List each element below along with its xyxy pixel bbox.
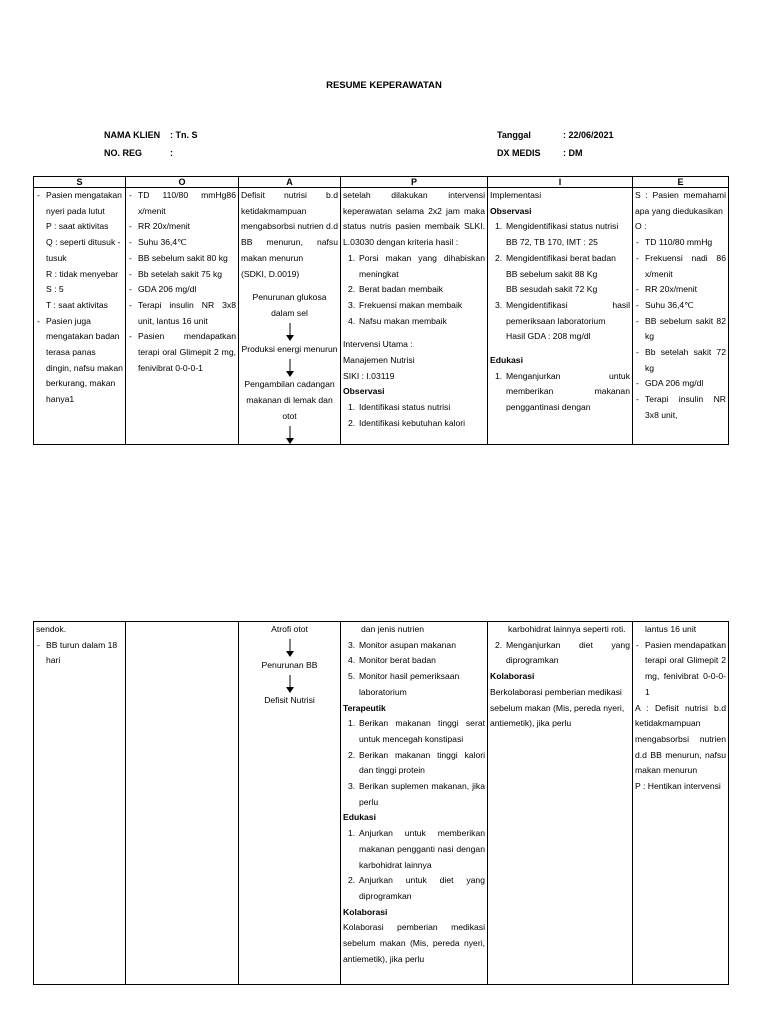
i-observasi-heading: Observasi xyxy=(490,205,532,216)
a-flow-step: Produksi energi menurun xyxy=(241,343,338,354)
list-item: - Frekuensi nadi 86 x/menit xyxy=(635,251,726,282)
list-item: - Pasien mendapatkan terapi oral Glimepit 2 mg, fenivibrat 0-0-0-1 xyxy=(128,329,236,376)
i-kolaborasi-heading: Kolaborasi xyxy=(490,671,535,682)
p-manajemen: Manajemen Nutrisi xyxy=(343,355,415,366)
list-item: - Bb setelah sakit 72 kg xyxy=(635,345,726,376)
page-title: RESUME KEPERAWATAN xyxy=(326,80,442,91)
list-item: 1. Identifikasi status nutrisi xyxy=(348,402,451,413)
arrow-down-icon xyxy=(241,673,338,693)
nama-klien-label: NAMA KLIEN xyxy=(104,130,161,140)
table-header-row xyxy=(34,177,729,188)
a-sdki: (SDKI, D.0019) xyxy=(241,268,300,279)
cell-i xyxy=(488,188,633,445)
list-item: - Pasien mendapatkan terapi oral Glimepit 2 mg, fenivibrat 0-0-0-1 xyxy=(635,638,726,701)
p-obs2-continuation: dan jenis nutrien xyxy=(361,624,425,634)
cell-e-cont xyxy=(633,622,729,985)
a-diagnosis: Defisit nutrisi b.d ketidakmampuan mengabsorbsi nutrien d.d BB menurun, nafsu makan menurun xyxy=(241,190,338,263)
cell-a-cont xyxy=(239,622,341,985)
a-flow-step: Penurunan BB xyxy=(261,659,318,670)
list-item: 3. Mengidentifikasi hasil pemeriksaan laboratorium Hasil GDA : 208 mg/dl xyxy=(495,299,630,342)
resume-table-part-2 xyxy=(33,621,729,985)
list-item: 2. Identifikasi kebutuhan kalori xyxy=(348,417,466,428)
dx-medis-label: DX MEDIS xyxy=(497,148,541,158)
column-header-s: S xyxy=(34,177,126,188)
list-item: 3. Frekuensi makan membaik xyxy=(348,299,463,310)
list-item: - TD 110/80 mmHg xyxy=(635,235,726,251)
list-item: 1. Anjurkan untuk memberikan makanan pengganti nasi dengan karbohidrat lainnya xyxy=(348,828,485,870)
no-reg-value: : xyxy=(170,148,173,158)
cell-s-cont xyxy=(34,622,126,985)
p-terapeutik-heading: Terapeutik xyxy=(343,702,386,713)
cell-o xyxy=(126,188,239,445)
arrow-down-icon xyxy=(241,424,338,444)
s-complaint: - Pasien mengatakan nyeri pada lutut xyxy=(46,190,122,216)
arrow-down-icon xyxy=(241,322,338,342)
list-item: - Bb setelah sakit 75 kg xyxy=(128,267,236,283)
list-item: 3. Monitor asupan makanan xyxy=(348,639,456,650)
column-header-e: E xyxy=(633,177,729,188)
p-kolaborasi-heading: Kolaborasi xyxy=(343,906,388,917)
list-item: - GDA 206 mg/dl xyxy=(635,376,726,392)
e-subjective: S : Pasien memahami apa yang diedukasikan xyxy=(635,190,726,216)
s-severity: S : 5 xyxy=(46,284,64,295)
i-edu1-continuation: karbohidrat lainnya seperti roti. xyxy=(508,624,626,634)
column-header-i: I xyxy=(488,177,633,188)
list-item: - BB sebelum sakit 82 kg xyxy=(635,314,726,345)
tanggal-value: : 22/06/2021 xyxy=(563,130,614,140)
p-intro: setelah dilakukan intervensi keperawatan selama 2x2 jam maka status nutris pasien membaik SLKI. L.03030 dengan kriteria hasil : xyxy=(343,190,485,248)
tanggal-label: Tanggal xyxy=(497,130,531,140)
resume-table-part-1 xyxy=(33,176,729,445)
s-continuation: sendok. xyxy=(36,624,67,634)
list-item: 1. Menganjurkan untuk memberikan makanan penggantinasi dengan xyxy=(495,370,630,413)
column-header-p: P xyxy=(341,177,488,188)
list-item: - Terapi insulin NR 3x8 unit, lantus 16 unit xyxy=(128,298,236,329)
list-item: - Suhu 36,4℃ xyxy=(635,298,726,314)
cell-p-cont xyxy=(341,622,488,985)
list-item: - Terapi insulin NR 3x8 unit, xyxy=(635,392,726,423)
nama-klien-value: : Tn. S xyxy=(170,130,198,140)
column-header-o: O xyxy=(126,177,239,188)
p-edukasi-heading: Edukasi xyxy=(343,812,376,823)
list-item: - GDA 206 mg/dl xyxy=(128,282,236,298)
e-assessment: A : Defisit nutrisi b.d ketidakmampuan mengabsorbsi nutrien d.d BB menurun, nafsu makan menurun xyxy=(635,702,726,776)
a-flow-step: Atrofi otot xyxy=(271,624,308,634)
list-item: 2. Menganjurkan diet yang diprogramkan xyxy=(495,639,630,666)
cell-o-cont xyxy=(126,622,239,985)
list-item: 2. Berikan makanan tinggi kalori dan tinggi protein xyxy=(348,749,485,776)
table-row xyxy=(34,622,729,985)
p-observasi-heading: Observasi xyxy=(343,386,385,397)
list-item: - RR 20x/menit xyxy=(635,282,726,298)
list-item: 2. Mengidentifikasi berat badan BB sebelum sakit 88 Kg BB sesudah sakit 72 Kg xyxy=(495,252,616,295)
a-flow-step: Penurunan glukosa dalam sel xyxy=(252,292,327,318)
i-kolaborasi-text: Berkolaborasi pemberian medikasi sebelum makan (Mis, pereda nyeri, antiemetik), jika perlu xyxy=(490,686,625,729)
list-item: 2. Berat badan membaik xyxy=(348,284,444,295)
e-plan: P : Hentikan intervensi xyxy=(635,781,721,792)
list-item: 3. Berikan suplemen makanan, jika perlu xyxy=(348,781,485,807)
list-item: - Suhu 36,4℃ xyxy=(128,235,236,251)
list-item xyxy=(36,314,123,408)
column-header-a: A xyxy=(239,177,341,188)
cell-s xyxy=(34,188,126,445)
e-objective-label: O : xyxy=(635,221,647,232)
a-flow-step: Pengambilan cadangan makanan di lemak dan otot xyxy=(244,379,335,421)
a-flow-step: Defisit Nutrisi xyxy=(264,695,315,706)
list-item: 5. Monitor hasil pemeriksaan laboratorium xyxy=(348,671,460,697)
list-item: - RR 20x/menit xyxy=(128,219,236,235)
s-complaint-2: Pasien juga mengatakan badan terasa panas dingin, nafsu makan berkurang, makan hanya1 xyxy=(46,315,123,405)
list-item: 2. Anjurkan untuk diet yang diprogramkan xyxy=(348,875,485,901)
cell-a xyxy=(239,188,341,445)
dx-medis-value: : DM xyxy=(563,148,583,158)
no-reg-label: NO. REG xyxy=(104,148,143,158)
s-region: R : tidak menyebar xyxy=(46,268,119,279)
p-intervensi-utama: Intervensi Utama : xyxy=(343,339,413,350)
p-siki: SIKI : I.03119 xyxy=(343,370,395,381)
arrow-down-icon xyxy=(241,357,338,377)
list-item: - BB turun dalam 18 hari xyxy=(36,638,123,669)
s-quality: Q : seperti ditusuk - tusuk xyxy=(46,237,121,263)
p-kolaborasi-text: Kolaborasi pemberian medikasi sebelum makan (Mis, pereda nyeri, antiemetik), jika perlu xyxy=(343,922,485,964)
i-implementasi: Implementasi xyxy=(490,190,542,200)
list-item: 1. Mengidentifikasi status nutrisi BB 72, TB 170, IMT : 25 xyxy=(495,221,619,248)
list-item: 4. Nafsu makan membaik xyxy=(348,315,447,326)
arrow-down-icon xyxy=(241,638,338,658)
list-item: - BB sebelum sakit 80 kg xyxy=(128,251,236,267)
list-item: 1. Berikan makanan tinggi serat untuk mencegah konstipasi xyxy=(348,718,485,744)
cell-i-cont xyxy=(488,622,633,985)
e-continuation: lantus 16 unit xyxy=(645,624,697,634)
cell-e xyxy=(633,188,729,445)
list-item xyxy=(36,188,123,314)
i-edukasi-heading: Edukasi xyxy=(490,355,523,366)
list-item: 4. Monitor berat badan xyxy=(348,655,436,666)
s-time: T : saat aktivitas xyxy=(46,299,108,310)
list-item: 1. Porsi makan yang dihabiskan meningkat xyxy=(348,252,485,279)
s-provoking: P : saat aktivitas xyxy=(46,221,109,232)
table-row xyxy=(34,188,729,445)
cell-p xyxy=(341,188,488,445)
list-item: - TD 110/80 mmHg86 x/menit xyxy=(128,188,236,219)
